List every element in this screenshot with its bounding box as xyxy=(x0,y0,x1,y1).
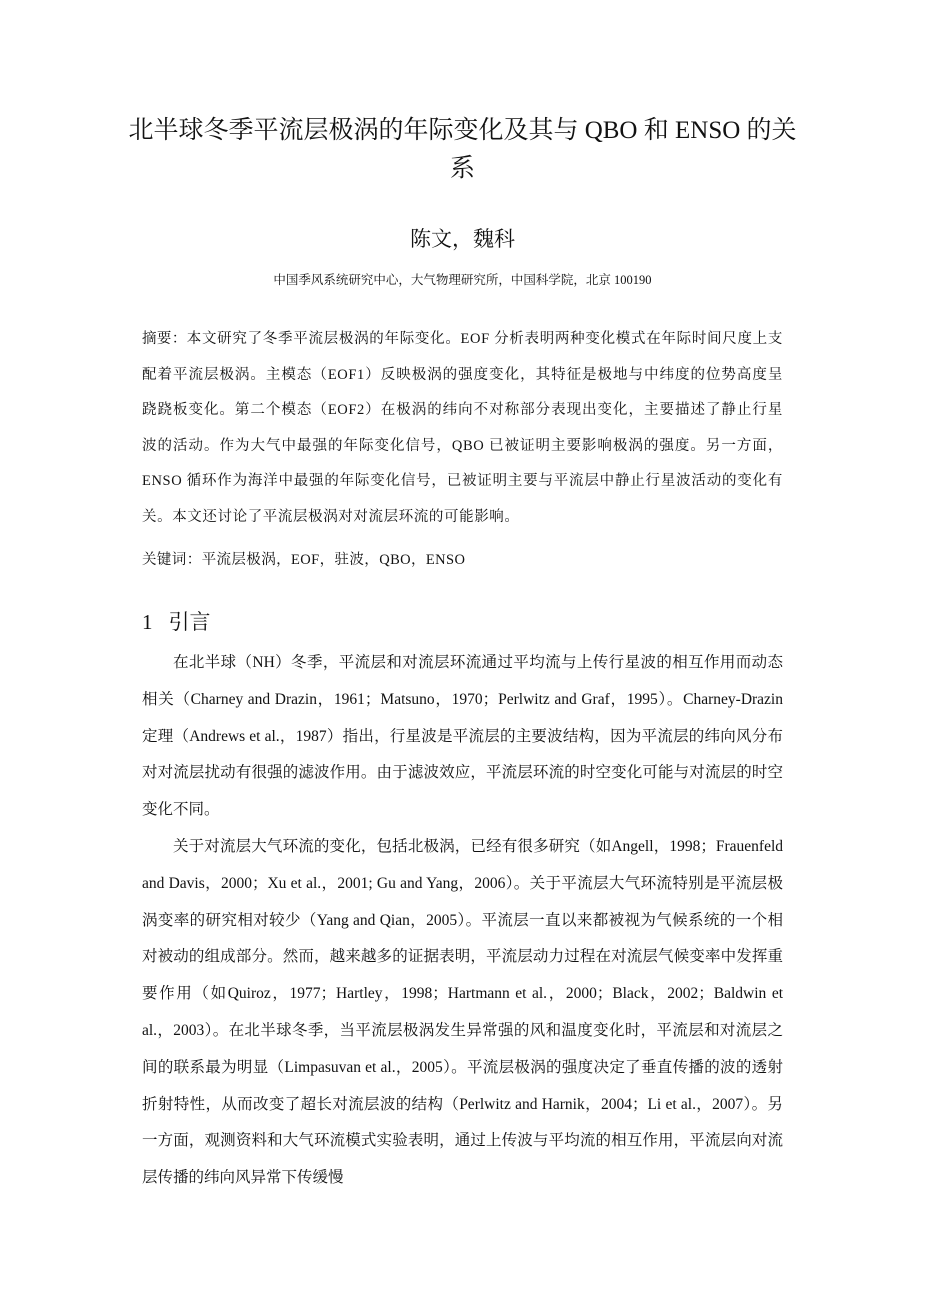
paper-title: 北半球冬季平流层极涡的年际变化及其与 QBO 和 ENSO 的关系 xyxy=(128,117,797,182)
abstract-label: 摘要： xyxy=(142,331,187,347)
section-title: 引言 xyxy=(168,610,211,634)
author-list: 陈文，魏科 xyxy=(410,227,515,251)
section-heading-introduction xyxy=(142,605,211,639)
keywords xyxy=(142,545,783,575)
introduction-body xyxy=(142,645,783,1197)
abstract xyxy=(142,322,783,535)
body-paragraph: 在北半球（NH）冬季，平流层和对流层环流通过平均流与上传行星波的相互作用而动态相关（Charney and Drazin，1961；Matsuno，1970；Perlwitz and Graf，1995）。Charney-Drazin定理（Andrews et al.，1987）指出，行星波是平流层的主要波结构，因为平流层的纬向风分布对对流层扰动有很强的滤波作用。由于滤波效应，平流层环流的时空变化可能与对流层的时空变化不同。 xyxy=(142,654,783,819)
section-number: 1 xyxy=(142,610,153,634)
body-paragraph: 关于对流层大气环流的变化，包括北极涡，已经有很多研究（如Angell，1998；Frauenfeld and Davis，2000；Xu et al.，2001; Gu and Yang，2006）。关于平流层大气环流特别是平流层极涡变率的研究相对较少（Yang and Qian，2005）。平流层一直以来都被视为气候系统的一个相对被动的组成部分。然而，越来越多的证据表明，平流层动力过程在对流层气候变率中发挥重要作用（如Quiroz，1977；Hartley，1998；Hartmann et al.，2000；Black，2002；Baldwin et al.，2003）。在北半球冬季，当平流层极涡发生异常强的风和温度变化时，平流层和对流层之间的联系最为明显（Limpasuvan et al.，2005）。平流层极涡的强度决定了垂直传播的波的透射折射特性，从而改变了超长对流层波的结构（Perlwitz and Harnik，2004；Li et al.，2007）。另一方面，观测资料和大气环流模式实验表明，通过上传波与平均流的相互作用，平流层向对流层传播的纬向风异常下传缓慢 xyxy=(142,837,783,1187)
abstract-text: 本文研究了冬季平流层极涡的年际变化。EOF 分析表明两种变化模式在年际时间尺度上支配着平流层极涡。主模态（EOF1）反映极涡的强度变化，其特征是极地与中纬度的位势高度呈跷跷板变化。第二个模态（EOF2）在极涡的纬向不对称部分表现出变化，主要描述了静止行星波的活动。作为大气中最强的年际变化信号，QBO 已被证明主要影响极涡的强度。另一方面，ENSO 循环作为海洋中最强的年际变化信号，已被证明主要与平流层中静止行星波活动的变化有关。本文还讨论了平流层极涡对对流层环流的可能影响。 xyxy=(142,331,783,525)
keywords-label: 关键词： xyxy=(142,552,202,568)
keywords-text: 平流层极涡，EOF，驻波，QBO，ENSO xyxy=(201,552,466,568)
author-affiliation: 中国季风系统研究中心，大气物理研究所，中国科学院，北京 100190 xyxy=(273,273,652,287)
